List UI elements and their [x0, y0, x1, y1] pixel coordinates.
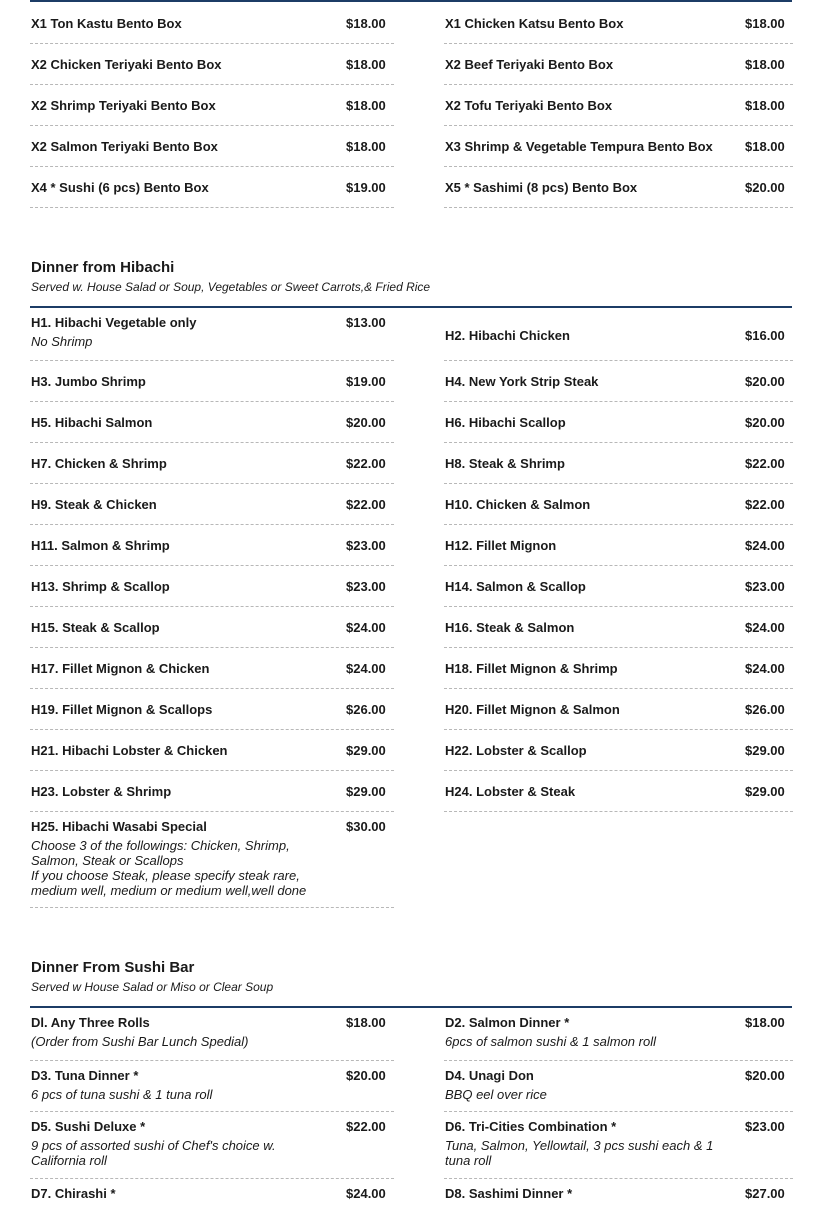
- item-name: H9. Steak & Chicken: [31, 497, 157, 512]
- item-price: $22.00: [346, 456, 386, 471]
- item-price: $18.00: [745, 139, 785, 154]
- menu-item[interactable]: [30, 812, 394, 908]
- item-price: $18.00: [346, 16, 386, 31]
- item-description: 6 pcs of tuna sushi & 1 tuna roll: [31, 1087, 213, 1102]
- menu-item[interactable]: [444, 566, 793, 607]
- item-price: $30.00: [346, 819, 386, 834]
- item-name: H13. Shrimp & Scallop: [31, 579, 170, 594]
- bento-left-column: [30, 0, 394, 208]
- item-price: $29.00: [745, 743, 785, 758]
- item-price: $24.00: [745, 620, 785, 635]
- menu-item[interactable]: [444, 44, 793, 85]
- item-name: X5 * Sashimi (8 pcs) Bento Box: [445, 180, 638, 195]
- item-price: $24.00: [346, 620, 386, 635]
- item-price: $13.00: [346, 315, 386, 330]
- menu-item[interactable]: [30, 308, 394, 361]
- menu-item[interactable]: [444, 1179, 793, 1219]
- item-name: H16. Steak & Salmon: [445, 620, 575, 635]
- menu-item[interactable]: [444, 689, 793, 730]
- item-price: $16.00: [745, 328, 785, 343]
- item-price: $19.00: [346, 374, 386, 389]
- item-name: H21. Hibachi Lobster & Chicken: [31, 743, 228, 758]
- item-price: $20.00: [346, 1068, 386, 1083]
- item-name: X1 Chicken Katsu Bento Box: [445, 16, 624, 31]
- menu-item[interactable]: [30, 126, 394, 167]
- item-description: tuna roll: [445, 1153, 492, 1168]
- menu-item[interactable]: [444, 525, 793, 566]
- item-price: $29.00: [346, 743, 386, 758]
- bento-right-column: [444, 0, 793, 208]
- sushi-left-column: [30, 1008, 394, 1219]
- item-description: (Order from Sushi Bar Lunch Spedial): [31, 1034, 249, 1049]
- menu-item[interactable]: [444, 85, 793, 126]
- item-price: $26.00: [745, 702, 785, 717]
- item-name: H22. Lobster & Scallop: [445, 743, 587, 758]
- item-price: $19.00: [346, 180, 386, 195]
- item-price: $18.00: [745, 98, 785, 113]
- item-name: H4. New York Strip Steak: [445, 374, 599, 389]
- item-name: X2 Chicken Teriyaki Bento Box: [31, 57, 222, 72]
- menu-item[interactable]: [444, 361, 793, 402]
- item-name: X2 Beef Teriyaki Bento Box: [445, 57, 614, 72]
- item-name: H25. Hibachi Wasabi Special: [31, 819, 207, 834]
- menu-item[interactable]: [30, 689, 394, 730]
- menu-item[interactable]: [444, 0, 793, 44]
- item-name: H5. Hibachi Salmon: [31, 415, 153, 430]
- item-name: X2 Shrimp Teriyaki Bento Box: [31, 98, 216, 113]
- item-price: $27.00: [745, 1186, 785, 1201]
- item-name: D5. Sushi Deluxe *: [31, 1119, 146, 1134]
- sushi-right-column: [444, 1008, 793, 1219]
- menu-item[interactable]: [30, 1179, 394, 1219]
- menu-item[interactable]: [30, 167, 394, 208]
- menu-item[interactable]: [30, 525, 394, 566]
- item-name: H18. Fillet Mignon & Shrimp: [445, 661, 618, 676]
- item-description: 9 pcs of assorted sushi of Chef's choice w.: [31, 1138, 276, 1153]
- item-name: H24. Lobster & Steak: [445, 784, 576, 799]
- item-price: $24.00: [346, 661, 386, 676]
- item-name: D4. Unagi Don: [445, 1068, 534, 1083]
- item-description: If you choose Steak, please specify steak rare,: [31, 868, 300, 883]
- item-price: $18.00: [346, 98, 386, 113]
- item-name: D6. Tri-Cities Combination *: [445, 1119, 617, 1134]
- menu-item[interactable]: [444, 167, 793, 208]
- item-name: X3 Shrimp & Vegetable Tempura Bento Box: [445, 139, 713, 154]
- menu-item[interactable]: [444, 402, 793, 443]
- item-price: $29.00: [745, 784, 785, 799]
- item-description: medium well, medium or medium well,well done: [31, 883, 307, 898]
- item-name: H3. Jumbo Shrimp: [31, 374, 146, 389]
- item-price: $18.00: [745, 57, 785, 72]
- item-description: Choose 3 of the followings: Chicken, Shrimp,: [31, 838, 290, 853]
- section-subtitle: Served w House Salad or Miso or Clear Soup: [31, 980, 274, 994]
- section-title: Dinner From Sushi Bar: [31, 959, 195, 976]
- menu-item[interactable]: [30, 0, 394, 44]
- item-price: $24.00: [745, 538, 785, 553]
- item-price: $18.00: [745, 16, 785, 31]
- item-price: $18.00: [346, 57, 386, 72]
- item-price: $29.00: [346, 784, 386, 799]
- menu-item[interactable]: [30, 44, 394, 85]
- menu-item[interactable]: [30, 566, 394, 607]
- item-name: H10. Chicken & Salmon: [445, 497, 591, 512]
- item-description: BBQ eel over rice: [445, 1087, 547, 1102]
- item-price: $23.00: [346, 579, 386, 594]
- item-price: $20.00: [745, 415, 785, 430]
- menu-item[interactable]: [444, 126, 793, 167]
- item-name: H14. Salmon & Scallop: [445, 579, 586, 594]
- menu-item[interactable]: [30, 1008, 394, 1061]
- menu-item[interactable]: [444, 648, 793, 689]
- menu-item[interactable]: [30, 771, 394, 812]
- menu-item[interactable]: [30, 730, 394, 771]
- menu-item[interactable]: [30, 1061, 394, 1112]
- item-price: $26.00: [346, 702, 386, 717]
- menu-item[interactable]: [444, 1061, 793, 1112]
- item-price: $24.00: [346, 1186, 386, 1201]
- menu-item[interactable]: [30, 607, 394, 648]
- menu-item[interactable]: [444, 484, 793, 525]
- item-price: $20.00: [745, 180, 785, 195]
- item-name: H12. Fillet Mignon: [445, 538, 557, 553]
- item-description: 6pcs of salmon sushi & 1 salmon roll: [445, 1034, 656, 1049]
- menu-item[interactable]: [444, 1112, 793, 1179]
- menu-item[interactable]: [444, 308, 793, 361]
- menu-item[interactable]: [30, 361, 394, 402]
- item-price: $22.00: [346, 1119, 386, 1134]
- section-subtitle: Served w. House Salad or Soup, Vegetables or Sweet Carrots,& Fried Rice: [31, 280, 431, 294]
- item-price: $18.00: [346, 1015, 386, 1030]
- hibachi-left-column: [30, 308, 394, 908]
- item-price: $20.00: [346, 415, 386, 430]
- item-name: X4 * Sushi (6 pcs) Bento Box: [31, 180, 209, 195]
- item-description: No Shrimp: [31, 334, 93, 349]
- menu-item[interactable]: [30, 1112, 394, 1179]
- item-name: H15. Steak & Scallop: [31, 620, 160, 635]
- menu-item[interactable]: [444, 607, 793, 648]
- menu-item[interactable]: [30, 402, 394, 443]
- menu-item[interactable]: [444, 1008, 793, 1061]
- item-name: Dl. Any Three Rolls: [31, 1015, 150, 1030]
- item-price: $20.00: [745, 1068, 785, 1083]
- item-name: H19. Fillet Mignon & Scallops: [31, 702, 213, 717]
- item-price: $23.00: [346, 538, 386, 553]
- item-name: H11. Salmon & Shrimp: [31, 538, 170, 553]
- item-name: H2. Hibachi Chicken: [445, 328, 570, 343]
- item-price: $18.00: [346, 139, 386, 154]
- item-name: H7. Chicken & Shrimp: [31, 456, 167, 471]
- item-description: Salmon, Steak or Scallops: [31, 853, 184, 868]
- item-price: $20.00: [745, 374, 785, 389]
- item-name: D3. Tuna Dinner *: [31, 1068, 139, 1083]
- menu-item[interactable]: [444, 771, 793, 812]
- item-name: H20. Fillet Mignon & Salmon: [445, 702, 620, 717]
- item-price: $18.00: [745, 1015, 785, 1030]
- item-price: $22.00: [346, 497, 386, 512]
- hibachi-right-column: [444, 308, 793, 812]
- item-price: $23.00: [745, 1119, 785, 1134]
- item-name: D7. Chirashi *: [31, 1186, 116, 1201]
- item-price: $22.00: [745, 497, 785, 512]
- item-name: H17. Fillet Mignon & Chicken: [31, 661, 210, 676]
- item-name: H23. Lobster & Shrimp: [31, 784, 172, 799]
- menu-item[interactable]: [444, 730, 793, 771]
- item-price: $24.00: [745, 661, 785, 676]
- item-name: H6. Hibachi Scallop: [445, 415, 566, 430]
- item-description: Tuna, Salmon, Yellowtail, 3 pcs sushi each & 1: [445, 1138, 714, 1153]
- item-name: X2 Tofu Teriyaki Bento Box: [445, 98, 613, 113]
- item-price: $23.00: [745, 579, 785, 594]
- item-name: H8. Steak & Shrimp: [445, 456, 565, 471]
- item-description: California roll: [31, 1153, 107, 1168]
- item-name: D8. Sashimi Dinner *: [445, 1186, 573, 1201]
- item-name: X2 Salmon Teriyaki Bento Box: [31, 139, 218, 154]
- menu-item[interactable]: [30, 648, 394, 689]
- menu-item[interactable]: [444, 443, 793, 484]
- item-name: X1 Ton Kastu Bento Box: [31, 16, 182, 31]
- section-title: Dinner from Hibachi: [31, 259, 175, 276]
- menu-item[interactable]: [30, 85, 394, 126]
- item-name: D2. Salmon Dinner *: [445, 1015, 570, 1030]
- item-name: H1. Hibachi Vegetable only: [31, 315, 197, 330]
- menu-item[interactable]: [30, 484, 394, 525]
- item-price: $22.00: [745, 456, 785, 471]
- menu-item[interactable]: [30, 443, 394, 484]
